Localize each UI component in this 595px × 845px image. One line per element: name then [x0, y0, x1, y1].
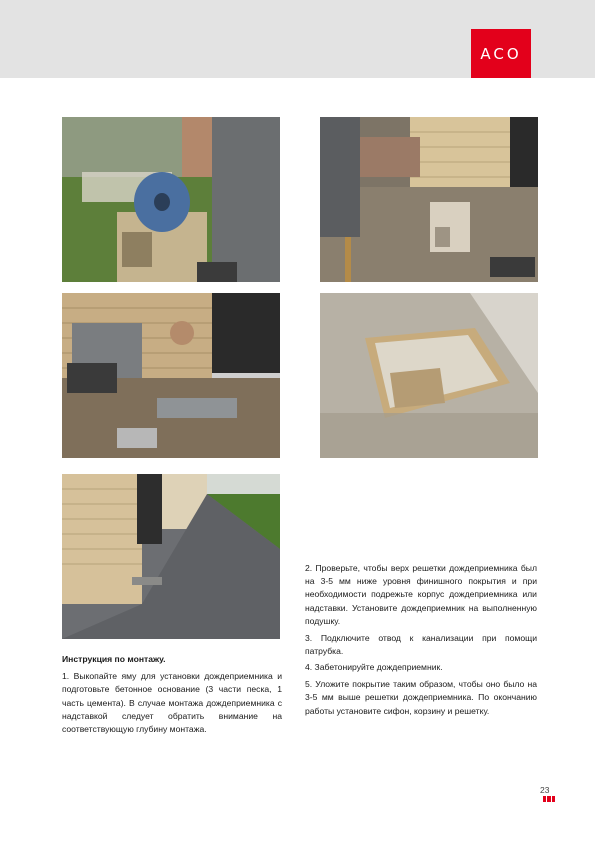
- instruction-step-4: 4. Забетонируйте дождеприемник.: [305, 662, 443, 673]
- aco-page-mark-icon: [543, 796, 555, 802]
- photo-placing-gully: [320, 117, 538, 282]
- photo-cutting-gully: [62, 117, 280, 282]
- page-number: 23: [540, 785, 550, 795]
- photo-finished-paving: [62, 474, 280, 639]
- aco-logo: ACO: [471, 29, 531, 78]
- instructions-heading: Инструкция по монтажу.: [62, 654, 166, 664]
- instruction-step-1: 1. Выкопайте яму для установки дождеприемника и подготовьте бетонное основание (3 части песка, 1 часть цемента). В случае монтажа дождеприемника с надставкой следует обратить внимание на соответствующую глубину монтажа.: [62, 671, 282, 735]
- instruction-step-3: 3. Подключите отвод к канализации при помощи патрубка.: [305, 632, 537, 656]
- instruction-step-2: 2. Проверьте, чтобы верх решетки дождеприемника был на 3-5 мм ниже уровня финишного покрытия и при необходимости подрежьте корпус дождеприемника или надставки. Установите дождеприемник на выполненную подушку.: [305, 563, 537, 626]
- photo-concreted-gully: [320, 293, 538, 458]
- instruction-step-5: 5. Уложите покрытие таким образом, чтобы оно было на 3-5 мм выше решетки дождеприемника. По окончанию работы установите сифон, корзину и решетку.: [305, 679, 537, 716]
- photo-connecting-pipe: [62, 293, 280, 458]
- instructions-left-column: [62, 653, 282, 740]
- instructions-right-column: [305, 562, 537, 721]
